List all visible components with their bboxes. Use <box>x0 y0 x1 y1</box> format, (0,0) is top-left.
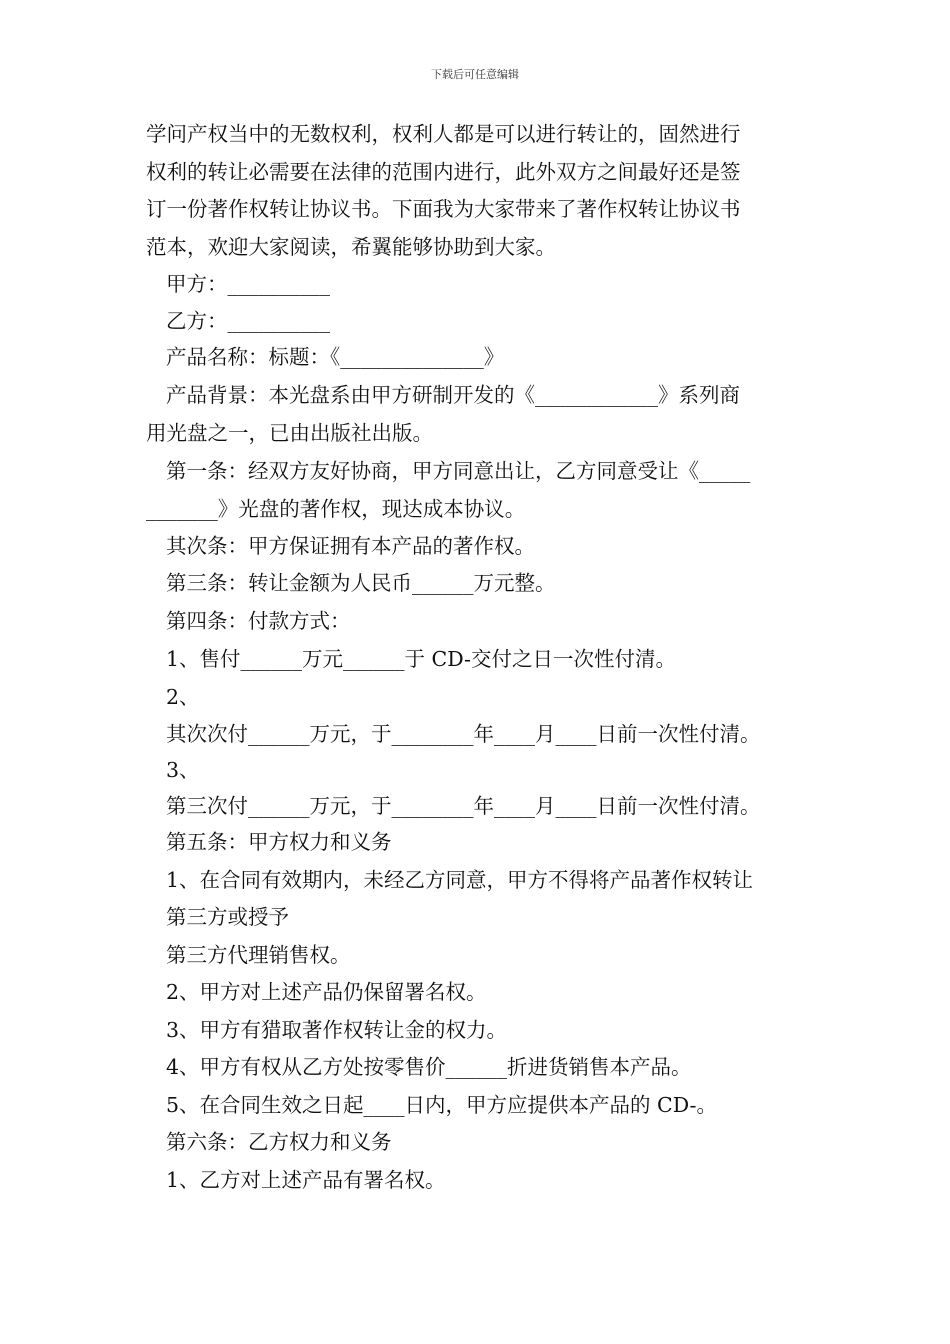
clause-line: 第一条：经双方友好协商，甲方同意出让，乙方同意受让《_____ <box>166 458 751 483</box>
clause-line: 1、售付______万元______于 CD-交付之日一次性付清。 <box>166 647 676 671</box>
page-header: 下载后可任意编辑 <box>431 68 519 81</box>
intro-paragraph <box>146 116 810 266</box>
clause-line: 第三条：转让金额为人民币______万元整。 <box>166 571 556 595</box>
clause-line: 第五条：甲方权力和义务 <box>166 830 392 854</box>
clause-line: 2、甲方对上述产品仍保留署名权。 <box>166 980 487 1004</box>
clause-line: 4、甲方有权从乙方处按零售价______折进货销售本产品。 <box>166 1055 692 1079</box>
clause-line: 产品名称：标题：《______________》 <box>166 345 505 369</box>
contract-clauses <box>146 266 810 1199</box>
clause-line: 第三方或授予 <box>166 905 289 929</box>
clause-line: 产品背景：本光盘系由甲方研制开发的《____________》系列商 <box>166 382 740 407</box>
clause-line: 乙方：__________ <box>166 308 330 333</box>
clause-line: 1、乙方对上述产品有署名权。 <box>166 1167 446 1192</box>
clause-line: 其次次付______万元，于________年____月____日前一次性付清。 <box>166 722 761 746</box>
clause-line: 5、在合同生效之日起____日内，甲方应提供本产品的 CD-。 <box>166 1092 717 1117</box>
intro-line: 学问产权当中的无数权利，权利人都是可以进行转让的，固然进行 <box>146 122 741 146</box>
clause-line: 1、在合同有效期内，未经乙方同意，甲方不得将产品著作权转让 <box>166 867 754 892</box>
clause-line: 第四条：付款方式： <box>166 608 351 633</box>
clause-line: 2、 <box>166 685 200 709</box>
document-body <box>146 116 810 1199</box>
clause-line: 甲方：__________ <box>166 272 330 296</box>
intro-line: 范本，欢迎大家阅读，希翼能够协助到大家。 <box>146 234 556 259</box>
clause-line: 第三方代理销售权。 <box>166 942 351 967</box>
clause-line: _______》光盘的著作权，现达成本协议。 <box>146 496 526 521</box>
clause-line: 3、 <box>166 758 200 782</box>
clause-line: 其次条：甲方保证拥有本产品的著作权。 <box>166 533 535 558</box>
intro-line: 权利的转让必需要在法律的范围内进行，此外双方之间最好还是签 <box>146 159 741 184</box>
clause-line: 第六条：乙方权力和义务 <box>166 1130 392 1154</box>
clause-line: 用光盘之一，已由出版社出版。 <box>146 420 433 445</box>
intro-line: 订一份著作权转让协议书。下面我为大家带来了著作权转让协议书 <box>146 197 741 221</box>
clause-line: 第三次付______万元，于________年____月____日前一次性付清。 <box>166 794 761 818</box>
clause-line: 3、甲方有猎取著作权转让金的权力。 <box>166 1017 508 1042</box>
